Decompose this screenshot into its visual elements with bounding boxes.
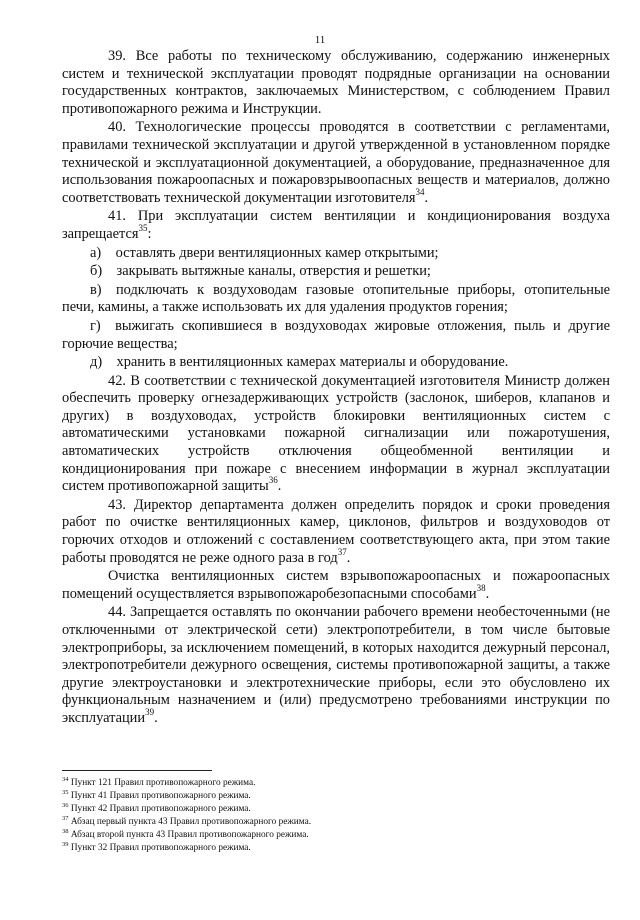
- footnote-ref-38: 38: [476, 583, 486, 594]
- footnote-38: $^{38}$ Абзац второй пункта 43 Правил противопожарного режима.: [62, 827, 309, 840]
- page-number: 11: [314, 34, 326, 46]
- footnote-ref-35: 35: [138, 223, 148, 234]
- footnote-34: $^{34}$ Пункт 121 Правил противопожарного режима.: [62, 775, 256, 788]
- footnote-separator: [62, 770, 212, 771]
- footnote-35: $^{35}$ Пункт 41 Правил противопожарного режима.: [62, 788, 251, 801]
- footnote-39: $^{39}$ Пункт 32 Правил противопожарного режима.: [62, 840, 251, 853]
- paragraph-41: 41. При эксплуатации систем вентиляции и кондиционирования воздуха запрещается$^{35}$:: [62, 208, 610, 242]
- footnotes: [62, 770, 610, 855]
- paragraph-42: 42. В соответствии с технической документацией изготовителя Министр должен обеспечить проверку огнезадерживающих устройств (заслонок, шиберов, клапанов и других) в воздуховодах, устройств блокировки вентиляционных систем с автоматическими установками пожарной сигнализации или пожаротушения, автоматических устройств отключения общеобменной вентиляции и кондиционирования при пожаре с внесением информации в журнал эксплуатации систем противопожарной защиты$^{36}$.: [62, 372, 610, 495]
- footnote-ref-39: 39: [145, 707, 155, 718]
- paragraph-44: 44. Запрещается оставлять по окончании рабочего времени необесточенными (не отключенными от электрической сети) электропотребители, в том числе бытовые электроприборы, за исключением помещений, в которых находится дежурный персонал, электропотребители дежурного освещения, системы противопожарной защиты, а также другие электроустановки и электротехнические приборы, если это обусловлено их функциональным назначением и (или) предусмотрено требованиями инструкции по эксплуатации$^{39}$.: [62, 604, 610, 726]
- footnote-ref-37: 37: [337, 546, 347, 557]
- list-item-v: в) подключать к воздуховодам газовые отопительные приборы, отопительные печи, камины, а также использовать их для удаления продуктов горения;: [62, 281, 610, 316]
- list-item-d: д) хранить в вентиляционных камерах материалы и оборудование.: [90, 354, 509, 371]
- list-item-a: а) оставлять двери вентиляционных камер открытыми;: [90, 244, 439, 261]
- list-item-b: б) закрывать вытяжные каналы, отверстия и решетки;: [90, 263, 431, 280]
- paragraph-39: 39. Все работы по техническому обслуживанию, содержанию инженерных систем и технической эксплуатации проводят подрядные организации на основании государственных контрактов, заключаемых Министерством, с соблюдением Правил противопожарного режима и Инструкции.: [62, 48, 610, 117]
- footnote-37: $^{37}$ Абзац первый пункта 43 Правил противопожарного режима.: [62, 814, 312, 827]
- document-body: [62, 48, 610, 728]
- footnote-36: $^{36}$ Пункт 42 Правил противопожарного режима.: [62, 801, 251, 814]
- footnote-ref-36: 36: [268, 475, 278, 486]
- paragraph-43-second: Очистка вентиляционных систем взрывопожароопасных и пожароопасных помещений осуществляется взрывопожаробезопасными способами$^{38}$.: [62, 568, 610, 602]
- paragraph-40: 40. Технологические процессы проводятся в соответствии с регламентами, правилами технической эксплуатации и другой утвержденной в установленном порядке технической и эксплуатационной документацией, а оборудование, предназначенное для использования пожароопасных и пожаровзрывоопасных веществ и материалов, должно соответствовать технической документации изготовителя$^{34}$.: [62, 119, 610, 206]
- list-item-g: г) выжигать скопившиеся в воздуховодах жировые отложения, пыль и другие горючие вещества;: [62, 317, 610, 352]
- footnote-ref-34: 34: [415, 186, 425, 197]
- paragraph-43: 43. Директор департамента должен определить порядок и сроки проведения работ по очистке вентиляционных камер, циклонов, фильтров и воздуховодов от горючих отходов и отложений с составлением соответствующего акта, при этом такие работы проводятся не реже одного раза в год$^{37}$.: [62, 496, 610, 566]
